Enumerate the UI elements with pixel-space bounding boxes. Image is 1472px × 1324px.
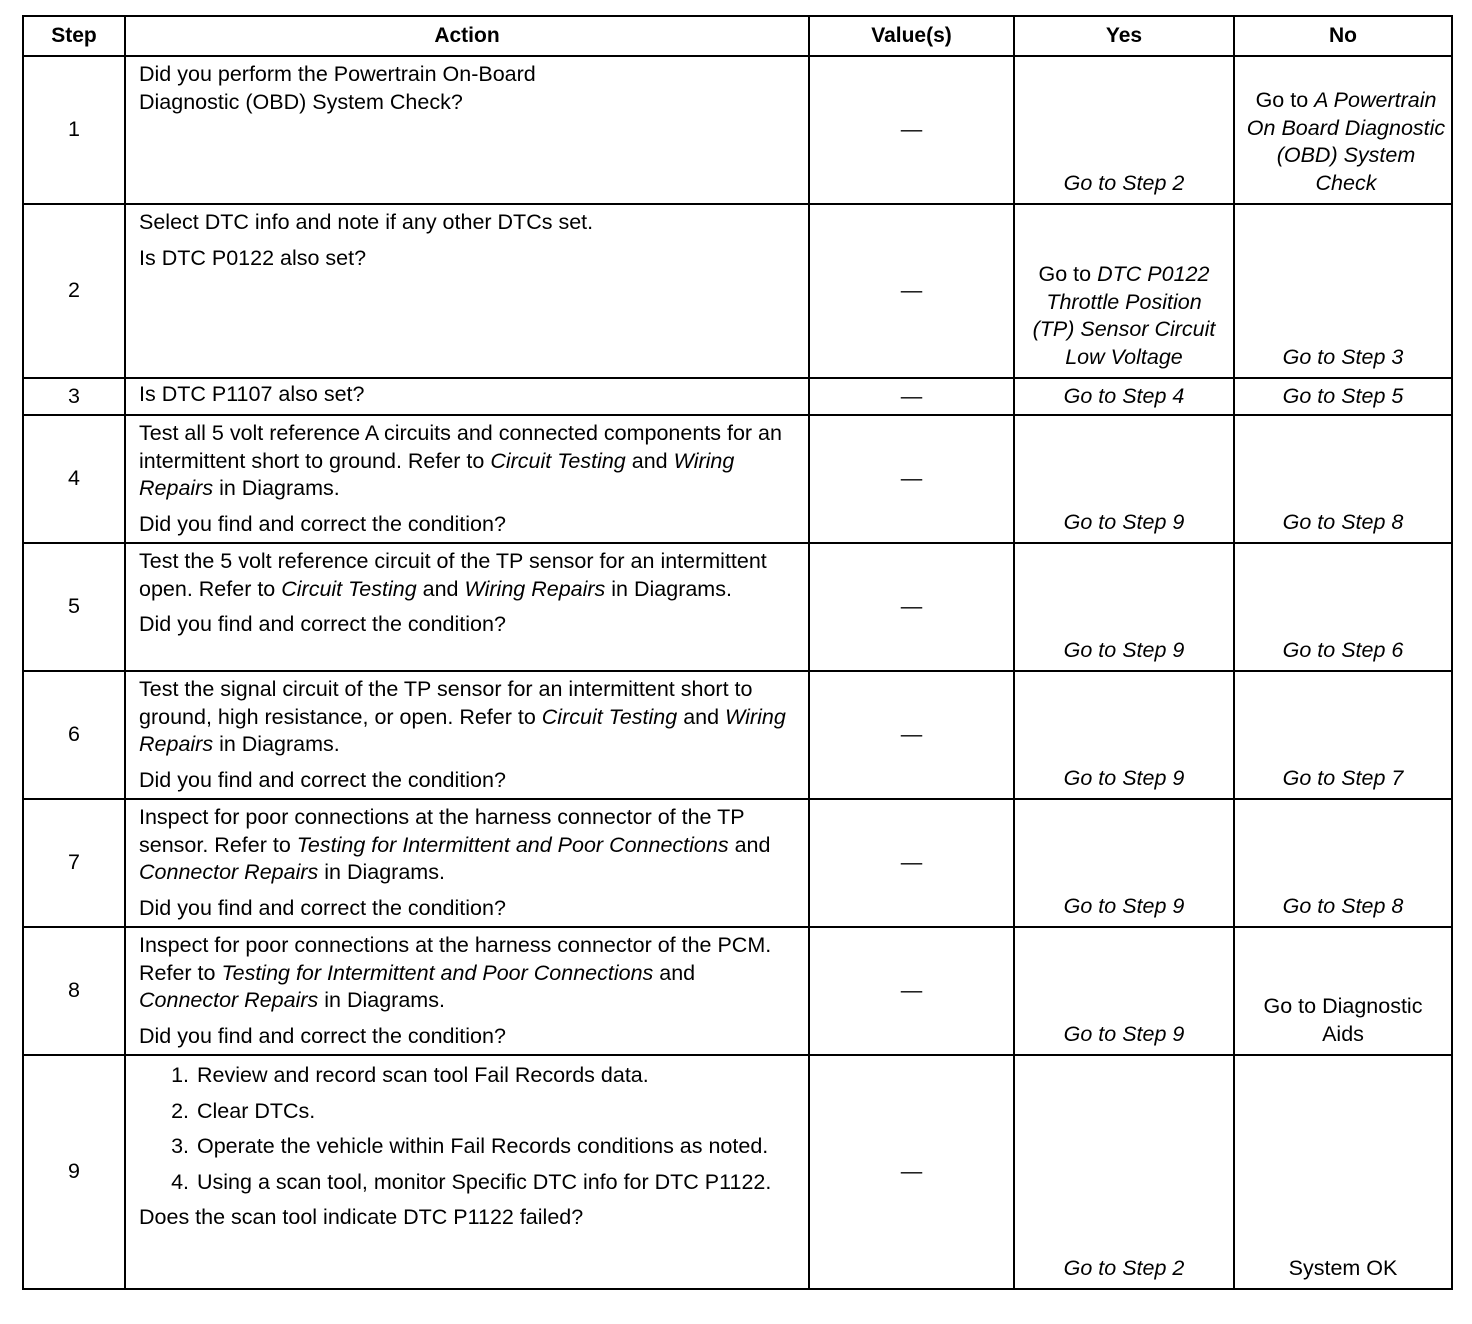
- value-text: —: [900, 117, 923, 142]
- header-action: Action: [125, 16, 809, 56]
- action-cell: [125, 543, 809, 671]
- connector-repairs-ref[interactable]: Connector Repairs: [139, 860, 319, 884]
- list-item: 4. Using a scan tool, monitor Specific DTC info for DTC P1122.: [195, 1169, 800, 1197]
- yes-cell: [1014, 378, 1234, 415]
- value-cell: [809, 543, 1014, 671]
- connector-repairs-ref[interactable]: Connector Repairs: [139, 988, 319, 1012]
- yes-prefix: Go to: [1038, 262, 1092, 286]
- value-cell: [809, 204, 1014, 378]
- no-cell: [1234, 378, 1452, 415]
- table-row: [23, 799, 1452, 927]
- yes-link[interactable]: Go to Step 9: [1063, 509, 1185, 534]
- no-link[interactable]: A Powertrain On Board Diagnostic (OBD) System Check: [1246, 88, 1446, 195]
- value-text: —: [900, 594, 923, 619]
- yes-link[interactable]: Go to Step 9: [1063, 893, 1185, 918]
- action-text: Test the 5 volt reference circuit of the TP sensor for an intermittent open. Refer to Circuit Testing and Wiring Repairs in Diagrams.: [139, 549, 767, 601]
- action-text: Test the signal circuit of the TP sensor for an intermittent short to ground, high resistance, or open. Refer to Circuit Testing and Wiring Repairs in Diagrams.: [139, 677, 786, 756]
- action-question: Is DTC P0122 also set?: [139, 245, 367, 270]
- yes-cell: [1014, 543, 1234, 671]
- step-number: 4: [23, 415, 125, 543]
- action-cell: [125, 415, 809, 543]
- value-text: —: [900, 978, 923, 1003]
- action-cell: [125, 56, 809, 204]
- table-row: [23, 671, 1452, 799]
- yes-cell: [1014, 927, 1234, 1055]
- action-text: Inspect for poor connections at the harness connector of the TP sensor. Refer to Testing for Intermittent and Poor Connections and Connector Repairs in Diagrams.: [139, 805, 771, 884]
- action-cell: [125, 1055, 809, 1289]
- action-cell: [125, 799, 809, 927]
- header-values: Value(s): [809, 16, 1014, 56]
- no-link[interactable]: Go to Step 7: [1282, 765, 1404, 790]
- action-cell: [125, 671, 809, 799]
- value-text: —: [900, 278, 923, 303]
- no-link[interactable]: Go to Diagnostic Aids: [1263, 994, 1423, 1046]
- no-link[interactable]: System OK: [1288, 1255, 1398, 1280]
- table-row: [23, 204, 1452, 378]
- no-cell: [1234, 671, 1452, 799]
- value-cell: [809, 1055, 1014, 1289]
- no-link[interactable]: Go to Step 3: [1282, 344, 1404, 369]
- yes-link[interactable]: Go to Step 9: [1063, 637, 1185, 662]
- yes-cell: [1014, 1055, 1234, 1289]
- action-question: Did you perform the Powertrain On-Board Diagnostic (OBD) System Check?: [139, 62, 536, 114]
- table-row: [23, 378, 1452, 415]
- circuit-testing-ref[interactable]: Circuit Testing: [541, 704, 678, 729]
- wiring-repairs-ref[interactable]: Wiring Repairs: [139, 448, 735, 500]
- diagnostic-table: [22, 15, 1453, 1290]
- step-number: 5: [23, 543, 125, 671]
- no-link[interactable]: Go to Step 6: [1282, 637, 1404, 662]
- action-text: Test all 5 volt reference A circuits and connected components for an intermittent short to ground. Refer to Circuit Testing and Wiring Repairs in Diagrams.: [139, 421, 782, 500]
- value-text: —: [900, 466, 923, 491]
- no-link[interactable]: Go to Step 8: [1282, 893, 1404, 918]
- header-no: No: [1234, 16, 1452, 56]
- yes-link[interactable]: DTC P0122 Throttle Position (TP) Sensor Circuit Low Voltage: [1032, 262, 1216, 369]
- action-text: Select DTC info and note if any other DTCs set.: [139, 210, 594, 234]
- header-row: [23, 16, 1452, 56]
- action-cell: [125, 204, 809, 378]
- no-cell: [1234, 56, 1452, 204]
- yes-cell: [1014, 204, 1234, 378]
- value-cell: [809, 799, 1014, 927]
- wiring-repairs-ref[interactable]: Wiring Repairs: [139, 704, 786, 756]
- value-text: —: [900, 722, 923, 747]
- yes-cell: [1014, 56, 1234, 204]
- step-number: 2: [23, 204, 125, 378]
- procedure-list: [139, 1062, 800, 1196]
- step-number: 9: [23, 1055, 125, 1289]
- value-text: —: [900, 383, 923, 408]
- yes-link[interactable]: Go to Step 9: [1063, 1021, 1185, 1046]
- yes-link[interactable]: Go to Step 9: [1063, 765, 1185, 790]
- step-number: 7: [23, 799, 125, 927]
- step-number: 1: [23, 56, 125, 204]
- action-question: Did you find and correct the condition?: [139, 895, 506, 920]
- value-cell: [809, 415, 1014, 543]
- no-cell: [1234, 204, 1452, 378]
- yes-link[interactable]: Go to Step 4: [1063, 383, 1185, 408]
- no-cell: [1234, 799, 1452, 927]
- value-text: —: [900, 1159, 923, 1184]
- step-number: 6: [23, 671, 125, 799]
- action-cell: [125, 927, 809, 1055]
- step-number: 8: [23, 927, 125, 1055]
- table-row: [23, 543, 1452, 671]
- no-link[interactable]: Go to Step 5: [1282, 383, 1404, 408]
- yes-cell: [1014, 799, 1234, 927]
- circuit-testing-ref[interactable]: Circuit Testing: [490, 448, 626, 473]
- circuit-testing-ref[interactable]: Circuit Testing: [281, 576, 417, 601]
- yes-cell: [1014, 671, 1234, 799]
- action-cell: [125, 378, 809, 415]
- list-item: 3. Operate the vehicle within Fail Records conditions as noted.: [195, 1133, 800, 1161]
- value-cell: [809, 56, 1014, 204]
- action-text: Inspect for poor connections at the harness connector of the PCM. Refer to Testing for Intermittent and Poor Connections and Connector Repairs in Diagrams.: [139, 933, 772, 1012]
- no-cell: [1234, 927, 1452, 1055]
- yes-link[interactable]: Go to Step 2: [1063, 170, 1185, 195]
- wiring-repairs-ref[interactable]: Wiring Repairs: [464, 576, 606, 601]
- no-cell: [1234, 415, 1452, 543]
- action-question: Did you find and correct the condition?: [139, 511, 506, 536]
- table-row: [23, 1055, 1452, 1289]
- testing-intermittent-ref[interactable]: Testing for Intermittent and Poor Connections: [296, 832, 729, 857]
- value-cell: [809, 671, 1014, 799]
- table-row: [23, 927, 1452, 1055]
- value-cell: [809, 378, 1014, 415]
- no-cell: [1234, 543, 1452, 671]
- list-item: 2. Clear DTCs.: [195, 1098, 800, 1126]
- action-question: Did you find and correct the condition?: [139, 612, 506, 636]
- table-row: [23, 415, 1452, 543]
- header-yes: Yes: [1014, 16, 1234, 56]
- testing-intermittent-ref[interactable]: Testing for Intermittent and Poor Connections: [221, 960, 654, 985]
- action-question: Is DTC P1107 also set?: [139, 382, 365, 406]
- value-cell: [809, 927, 1014, 1055]
- no-cell: [1234, 1055, 1452, 1289]
- action-question: Did you find and correct the condition?: [139, 1023, 506, 1048]
- action-question: Did you find and correct the condition?: [139, 767, 506, 792]
- step-number: 3: [23, 378, 125, 415]
- list-item: 1. Review and record scan tool Fail Records data.: [195, 1062, 800, 1090]
- no-prefix: Go to: [1255, 88, 1309, 112]
- value-text: —: [900, 850, 923, 875]
- yes-link[interactable]: Go to Step 2: [1063, 1255, 1185, 1280]
- header-step: Step: [23, 16, 125, 56]
- no-link[interactable]: Go to Step 8: [1282, 509, 1404, 534]
- action-question: Does the scan tool indicate DTC P1122 failed?: [139, 1205, 584, 1229]
- yes-cell: [1014, 415, 1234, 543]
- table-row: [23, 56, 1452, 204]
